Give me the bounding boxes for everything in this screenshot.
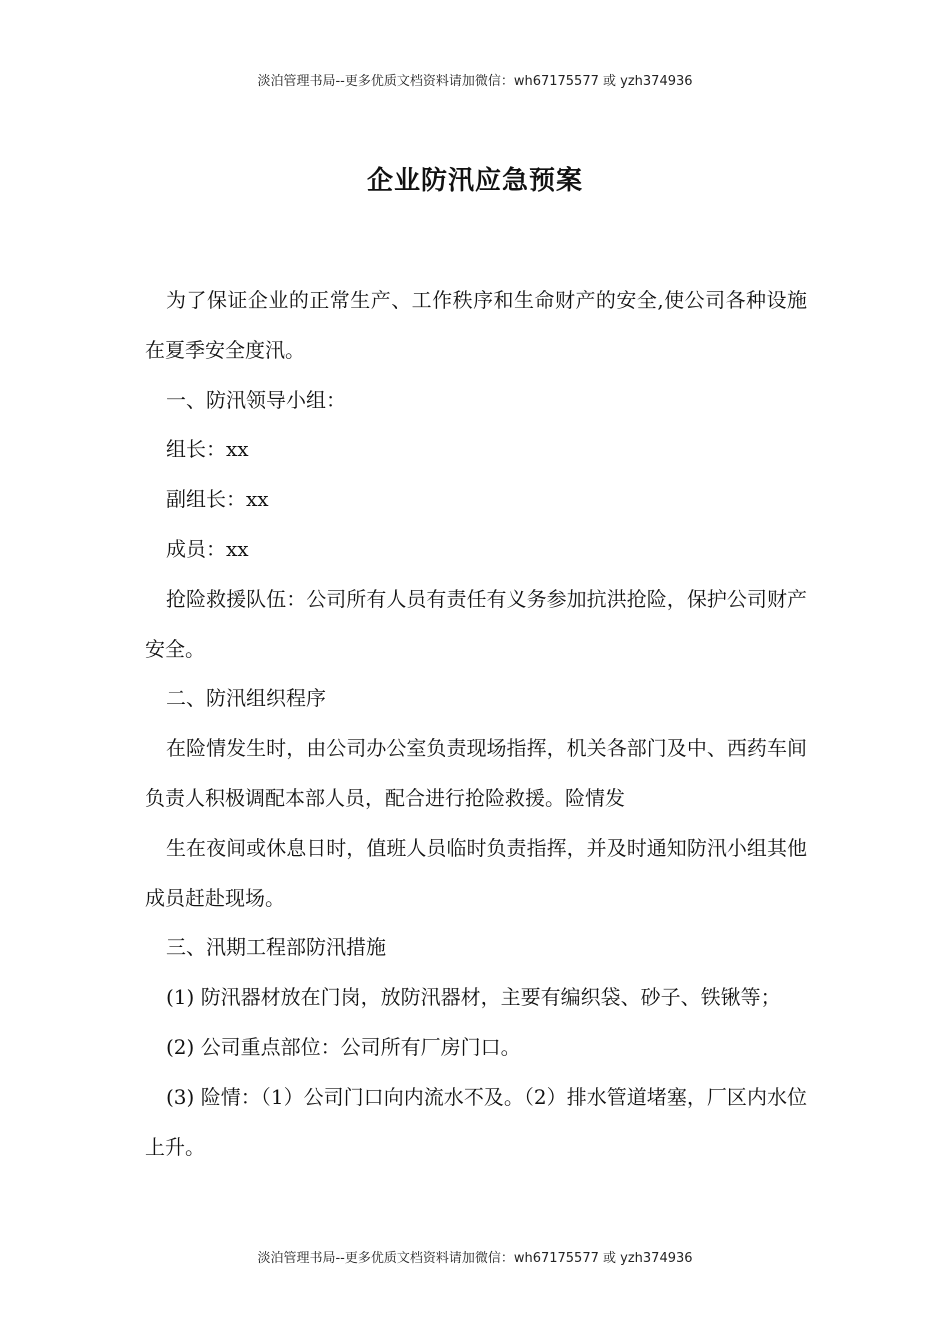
section-heading-measures: 三、汛期工程部防汛措施 bbox=[166, 935, 386, 960]
section-heading-procedure: 二、防汛组织程序 bbox=[166, 686, 326, 711]
procedure-paragraph: 在险情发生时，由公司办公室负责现场指挥，机关各部门及中、西药车间负责人积极调配本部人员，配合进行抢险救援。险情发 bbox=[145, 736, 807, 810]
measure-item-2: (2) 公司重点部位：公司所有厂房门口。 bbox=[166, 1034, 521, 1059]
page-footer: 淡泊管理书局--更多优质文档资料请加微信：wh67175577 或 yzh374936 bbox=[257, 1251, 693, 1266]
members-line: 成员：xx bbox=[166, 536, 249, 561]
measure-item-3: (3) 险情：（1）公司门口向内流水不及。（2）排水管道堵塞，厂区内水位上升。 bbox=[145, 1084, 807, 1159]
rescue-team-paragraph: 抢险救援队伍：公司所有人员有责任有义务参加抗洪抢险，保护公司财产安全。 bbox=[145, 586, 807, 661]
leader-line: 组长：xx bbox=[166, 437, 249, 462]
document-title: 企业防汛应急预案 bbox=[366, 166, 583, 196]
section-heading-leadership: 一、防汛领导小组： bbox=[166, 387, 346, 412]
deputy-leader-line: 副组长：xx bbox=[166, 487, 269, 512]
intro-paragraph: 为了保证企业的正常生产、工作秩序和生命财产的安全,使公司各种设施在夏季安全度汛。 bbox=[145, 288, 807, 362]
night-duty-paragraph: 生在夜间或休息日时，值班人员临时负责指挥，并及时通知防汛小组其他成员赶赴现场。 bbox=[145, 835, 807, 910]
measure-item-1: (1) 防汛器材放在门岗，放防汛器材，主要有编织袋、砂子、铁锹等； bbox=[166, 985, 781, 1010]
page-header: 淡泊管理书局--更多优质文档资料请加微信：wh67175577 或 yzh374936 bbox=[257, 74, 693, 89]
document-body bbox=[145, 276, 807, 1172]
